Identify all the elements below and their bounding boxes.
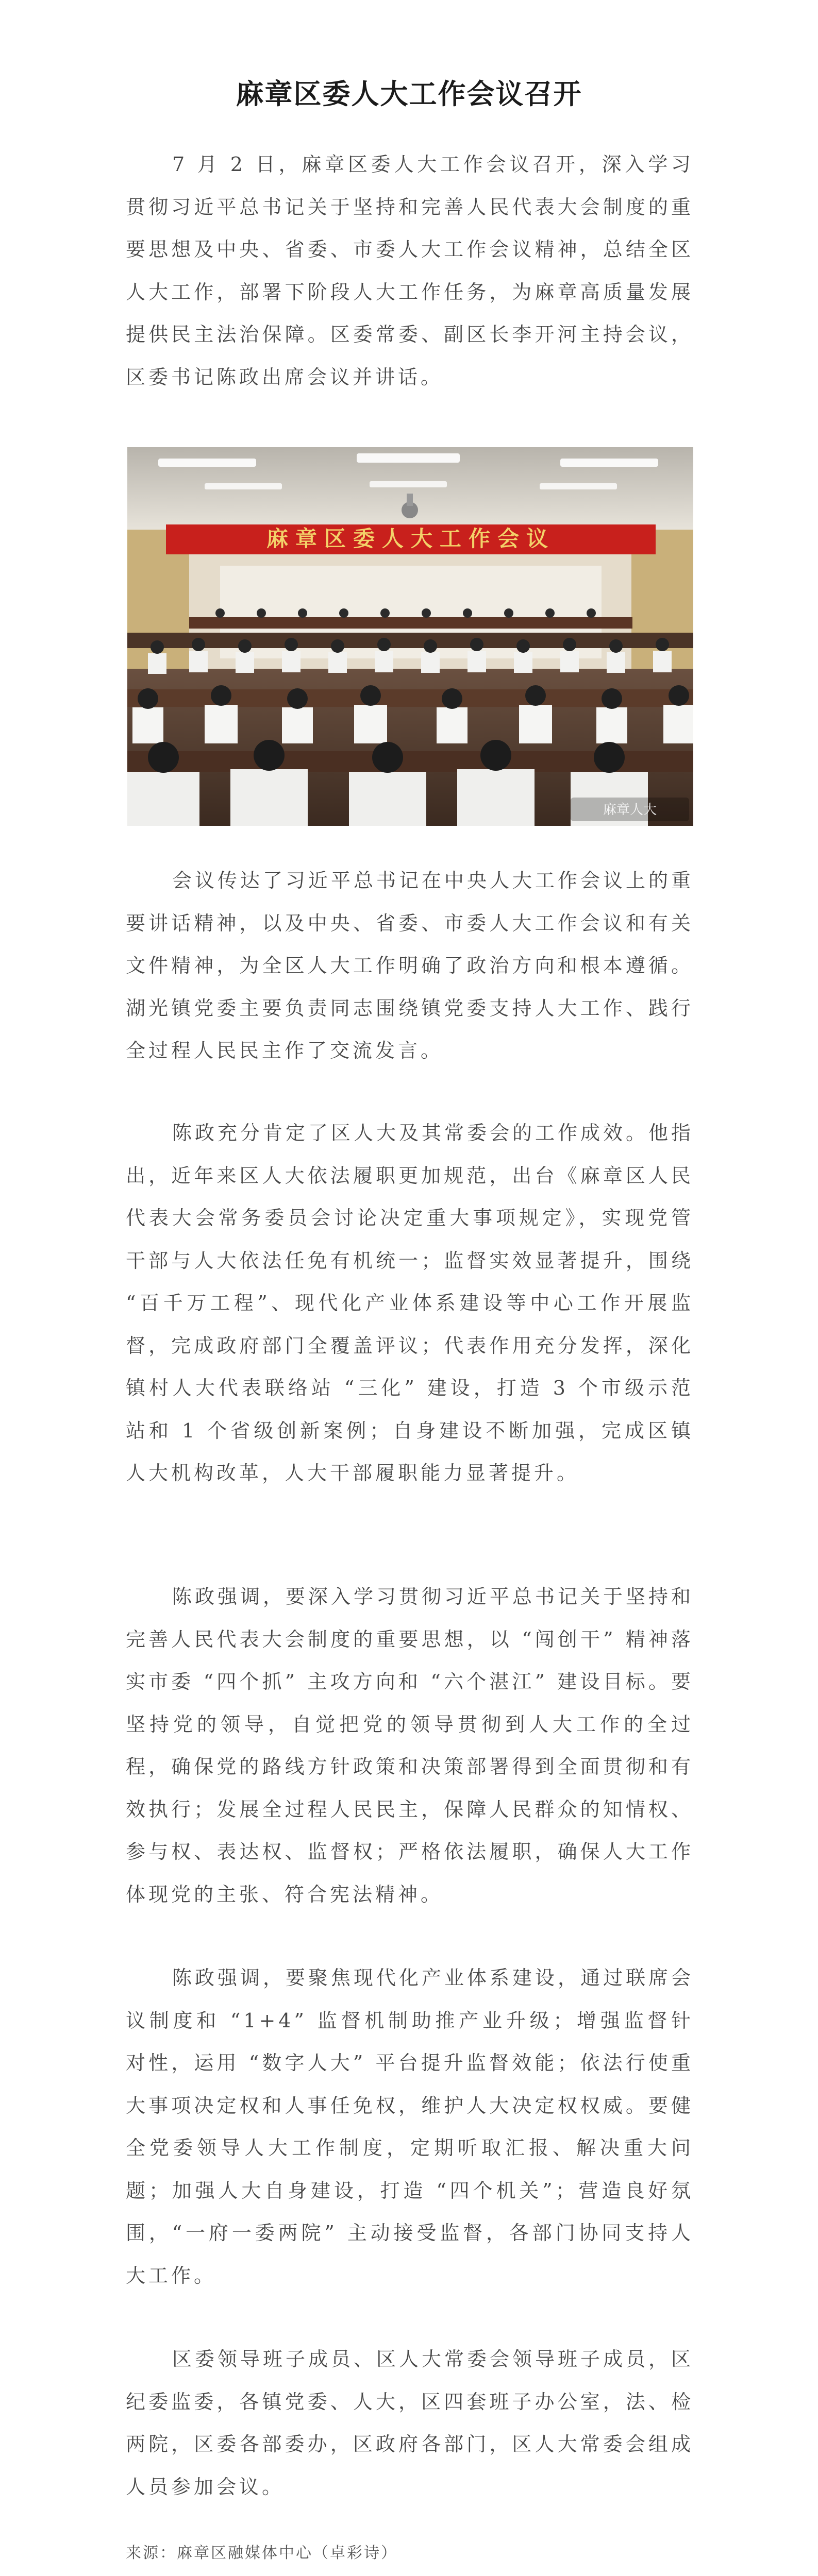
paragraph-4: 陈政强调，要深入学习贯彻习近平总书记关于坚持和完善人民代表大会制度的重要思想，以 “闯创干” 精神落实市委 “四个抓” 主攻方向和 “六个湛江” 建设目标。要坚持党的领导，自觉把党的领导贯彻到人大工作的全过程，确保党的路线方针政策和决策部署得到全面贯彻和有效执行；发展全过程人民民主，保障人民群众的知情权、参与权、表达权、监督权；严格依法履职，确保人大工作体现党的主张、符合宪法精神。	[126, 1585, 694, 1906]
article-title: 麻章区委人大工作会议召开	[236, 78, 582, 110]
paragraph-1: 7 月 2 日，麻章区委人大工作会议召开，深入学习贯彻习近平总书记关于坚持和完善人民代表大会制度的重要思想及中央、省委、市委人大工作会议精神，总结全区人大工作，部署下阶段人大工作任务，为麻章高质量发展提供民主法治保障。区委常委、副区长李开河主持会议，区委书记陈政出席会议并讲话。	[126, 153, 694, 388]
paragraph-2: 会议传达了习近平总书记在中央人大工作会议上的重要讲话精神，以及中央、省委、市委人大工作会议和有关文件精神，为全区人大工作明确了政治方向和根本遵循。湖光镇党委主要负责同志围绕镇党委支持人大工作、践行全过程人民民主作了交流发言。	[126, 869, 694, 1062]
meeting-photo	[127, 447, 693, 826]
paragraph-6: 区委领导班子成员、区人大常委会领导班子成员，区纪委监委，各镇党委、人大，区四套班子办公室，法、检两院，区委各部委办，区政府各部门，区人大常委会组成人员参加会议。	[126, 2348, 694, 2498]
photo-watermark: 麻章人大	[603, 802, 657, 818]
banner-text: 麻章区委人大工作会议	[266, 526, 556, 551]
paragraph-5: 陈政强调，要聚焦现代化产业体系建设，通过联席会议制度和 “1+4” 监督机制助推产业升级；增强监督针对性，运用 “数字人大” 平台提升监督效能；依法行使重大事项决定权和人事任免权，维护人大决定权权威。要健全党委领导人大工作制度，定期听取汇报、解决重大问题；加强人大自身建设，打造 “四个机关”；营造良好氛围，“一府一委两院” 主动接受监督，各部门协同支持人大工作。	[126, 1967, 694, 2287]
paragraph-3: 陈政充分肯定了区人大及其常委会的工作成效。他指出，近年来区人大依法履职更加规范，出台《麻章区人民代表大会常务委员会讨论决定重大事项规定》，实现党管干部与人大依法任免有机统一；监督实效显著提升，围绕 “百千万工程”、现代化产业体系建设等中心工作开展监督，完成政府部门全覆盖评议；代表作用充分发挥，深化镇村人大代表联络站 “三化” 建设，打造 3 个市级示范站和 1 个省级创新案例；自身建设不断加强，完成区镇人大机构改革，人大干部履职能力显著提升。	[126, 1122, 694, 1484]
source-credit: 来源：麻章区融媒体中心（卓彩诗）	[126, 2544, 398, 2562]
